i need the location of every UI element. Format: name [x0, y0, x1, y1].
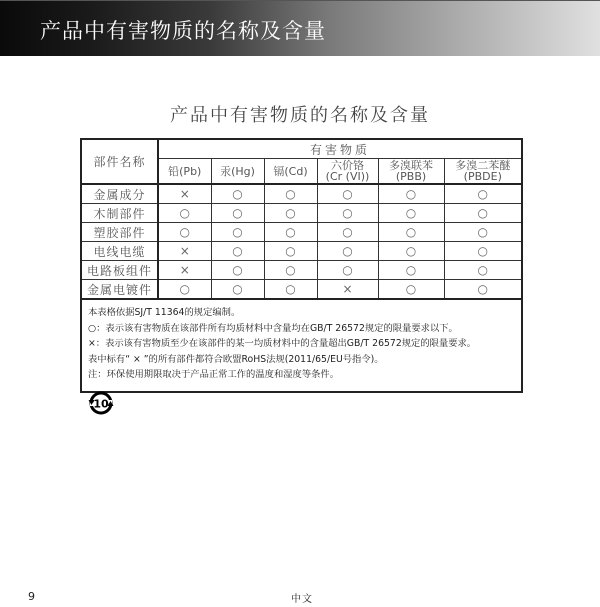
value-cell: ○ — [378, 280, 444, 300]
value-cell: ○ — [317, 242, 378, 261]
table-row — [81, 184, 522, 204]
value-cell: × — [158, 184, 211, 204]
part-name-cell: 金属电镀件 — [81, 280, 158, 300]
efup-10-icon — [88, 390, 114, 416]
value-cell: × — [158, 261, 211, 280]
note-line: 本表格依据SJ/T 11364的规定编制。 — [88, 307, 241, 318]
note-line: 表中标有“ × ”的所有部件都符合欧盟RoHS法规(2011/65/EU号指令)。 — [88, 353, 384, 365]
header-bar — [0, 0, 600, 56]
svg-text:10: 10 — [93, 397, 109, 411]
value-cell: ○ — [211, 223, 264, 242]
value-cell: ○ — [444, 184, 522, 204]
value-cell: ○ — [211, 184, 264, 204]
value-cell: ○ — [211, 261, 264, 280]
part-name-cell: 金属成分 — [81, 184, 158, 204]
value-cell: ○ — [444, 223, 522, 242]
value-cell: ○ — [264, 261, 317, 280]
header-title: 产品中有害物质的名称及含量 — [40, 19, 326, 43]
value-cell: ○ — [264, 184, 317, 204]
page-number: 9 — [28, 590, 35, 603]
column-header-hg: 汞(Hg) — [211, 159, 264, 185]
value-cell: ○ — [444, 280, 522, 300]
part-name-header: 部件名称 — [81, 139, 158, 184]
column-header-cr6: 六价铬 (Cr (VI)) — [317, 159, 378, 185]
value-cell: ○ — [444, 242, 522, 261]
value-cell: ○ — [317, 184, 378, 204]
value-cell: ○ — [378, 223, 444, 242]
table-row — [81, 242, 522, 261]
value-cell: ○ — [211, 242, 264, 261]
value-cell: ○ — [158, 280, 211, 300]
value-cell: ○ — [317, 223, 378, 242]
language-label: 中文 — [291, 594, 313, 605]
value-cell: ○ — [378, 184, 444, 204]
value-cell: ○ — [158, 204, 211, 223]
table-row — [81, 204, 522, 223]
column-header-pb: 铅(Pb) — [158, 159, 211, 185]
value-cell: ○ — [317, 204, 378, 223]
value-cell: ○ — [158, 223, 211, 242]
value-cell: ○ — [378, 242, 444, 261]
table-row — [81, 223, 522, 242]
column-header-cd: 镉(Cd) — [264, 159, 317, 185]
table-row — [81, 261, 522, 280]
value-cell: ○ — [378, 204, 444, 223]
value-cell: ○ — [378, 261, 444, 280]
value-cell: ○ — [211, 280, 264, 300]
part-name-cell: 塑胶部件 — [81, 223, 158, 242]
value-cell: ○ — [264, 280, 317, 300]
document-title: 产品中有害物质的名称及含量 — [170, 105, 430, 126]
note-line: ○：表示该有害物质在该部件所有均质材料中含量均在GB/T 26572规定的限量要求以下。 — [88, 322, 458, 334]
value-cell: ○ — [444, 204, 522, 223]
column-header-pbde: 多溴二苯醚 (PBDE) — [444, 159, 522, 185]
table-row — [81, 280, 522, 300]
value-cell: ○ — [264, 223, 317, 242]
hazardous-substances-header: 有害物质 — [158, 139, 522, 159]
hazardous-substances-table — [80, 138, 523, 393]
column-header-pbb: 多溴联苯 (PBB) — [378, 159, 444, 185]
value-cell: ○ — [444, 261, 522, 280]
note-line: 注：环保使用期限取决于产品正常工作的温度和湿度等条件。 — [88, 369, 340, 380]
note-line: ×：表示该有害物质至少在该部件的某一均质材料中的含量超出GB/T 26572规定的限量要求。 — [88, 338, 477, 349]
value-cell: × — [317, 280, 378, 300]
table-notes — [81, 299, 522, 392]
part-name-cell: 木制部件 — [81, 204, 158, 223]
value-cell: ○ — [264, 204, 317, 223]
part-name-cell: 电路板组件 — [81, 261, 158, 280]
value-cell: ○ — [317, 261, 378, 280]
value-cell: × — [158, 242, 211, 261]
value-cell: ○ — [264, 242, 317, 261]
value-cell: ○ — [211, 204, 264, 223]
part-name-cell: 电线电缆 — [81, 242, 158, 261]
